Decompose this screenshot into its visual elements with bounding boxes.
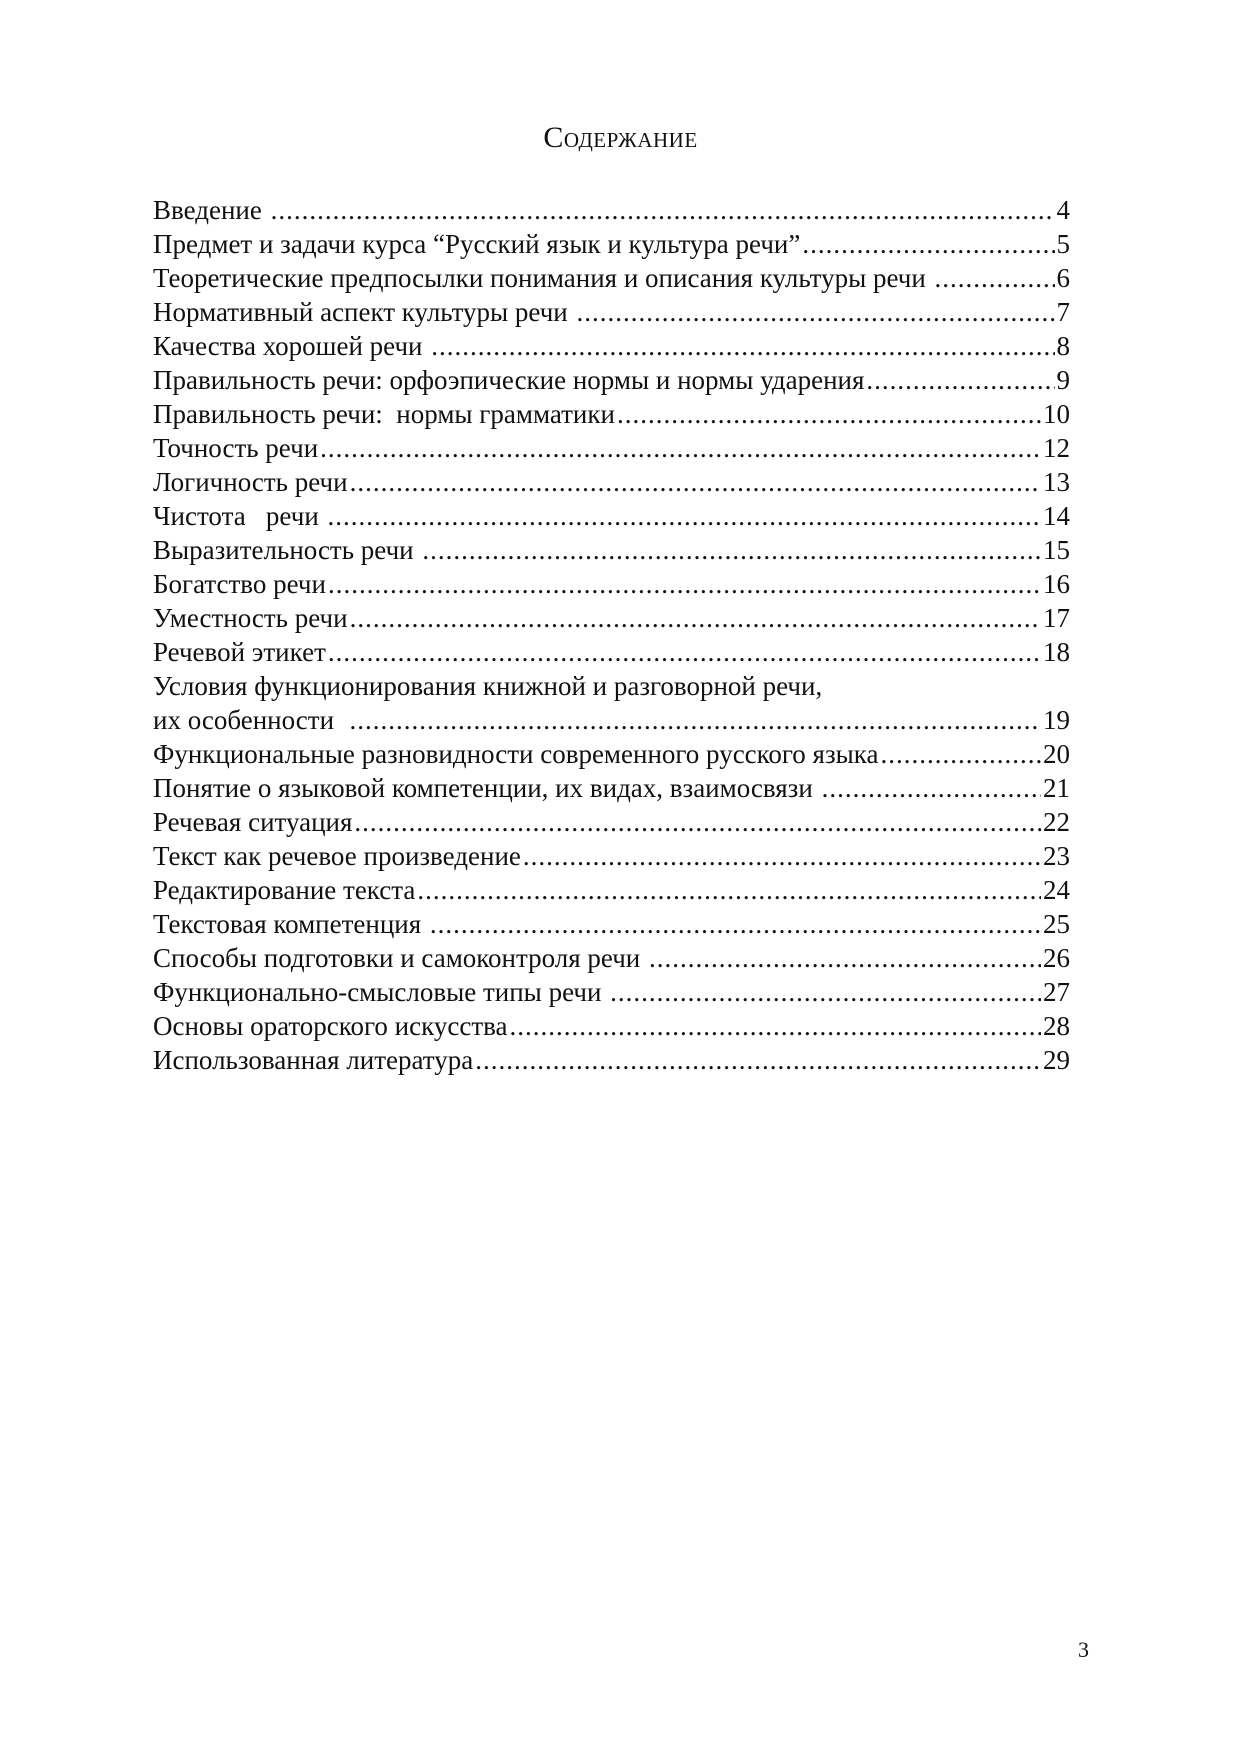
toc-dot-leader: [320, 431, 1041, 465]
toc-entry: [153, 703, 1070, 737]
toc-dot-leader: [328, 635, 1041, 669]
toc-entry: [153, 227, 1070, 261]
toc-entry: [153, 1009, 1070, 1043]
toc-entry: [153, 193, 1070, 227]
toc-entry: [153, 601, 1070, 635]
toc-entry: [153, 975, 1070, 1009]
toc-dot-leader: [866, 363, 1054, 397]
toc-entry-label: Богатство речи: [153, 569, 326, 599]
toc-entry-page: 29: [1043, 1045, 1070, 1075]
toc-entry-page: 5: [1056, 229, 1070, 259]
toc-entry-page: 14: [1043, 501, 1070, 531]
toc-entry-page: 15: [1043, 535, 1070, 565]
toc-entry-label: Редактирование текста: [153, 875, 416, 905]
toc-entry: [153, 261, 1070, 295]
page-number: 3: [1078, 1637, 1089, 1662]
toc-entry-page: 28: [1043, 1011, 1070, 1041]
toc-entry-label: Правильность речи: орфоэпические нормы и нормы ударения: [153, 365, 865, 395]
page-title: Содержание: [543, 121, 698, 154]
toc-dot-leader: [328, 567, 1041, 601]
toc-entry-page: 24: [1043, 875, 1070, 905]
toc-entry-label: Предмет и задачи курса “Русский язык и культура речи”: [153, 229, 801, 259]
toc-dot-leader: [417, 873, 1041, 907]
toc-entry-label: Качества хорошей речи: [153, 331, 430, 361]
toc-entry-label: Нормативный аспект культуры речи: [153, 297, 575, 327]
toc-entry: [153, 431, 1070, 465]
toc-entry-page: 27: [1043, 977, 1070, 1007]
toc-dot-leader: [935, 261, 1055, 295]
toc-entry-label: Выразительность речи: [153, 535, 421, 565]
toc-dot-leader: [430, 907, 1041, 941]
toc-dot-leader: [475, 1043, 1041, 1077]
toc-entry: [153, 329, 1070, 363]
toc-dot-leader: [802, 227, 1054, 261]
toc-dot-leader: [577, 295, 1055, 329]
toc-dot-leader: [610, 975, 1041, 1009]
toc-entry-page: 9: [1056, 365, 1070, 395]
toc-entry-page: 16: [1043, 569, 1070, 599]
toc-entry: [153, 363, 1070, 397]
toc-entry-page: 20: [1043, 739, 1070, 769]
toc-dot-leader: [350, 465, 1041, 499]
table-of-contents: [153, 193, 1070, 1077]
toc-entry: [153, 465, 1070, 499]
toc-entry: [153, 635, 1070, 669]
toc-entry-label: Понятие о языковой компетенции, их видах, взаимосвязи: [153, 773, 820, 803]
toc-dot-leader: [880, 737, 1041, 771]
toc-entry-label: Текстовая компетенция: [153, 909, 428, 939]
toc-entry-label: Использованная литература: [153, 1045, 474, 1075]
toc-entry: [153, 941, 1070, 975]
toc-entry-label: Способы подготовки и самоконтроля речи: [153, 943, 647, 973]
toc-entry-page: 6: [1056, 263, 1070, 293]
toc-dot-leader: [523, 839, 1041, 873]
toc-dot-leader: [328, 499, 1041, 533]
toc-entry: [153, 499, 1070, 533]
toc-entry-first-line: [153, 669, 1070, 703]
toc-entry-page: 21: [1043, 773, 1070, 803]
toc-entry-label: Функциональные разновидности современного русского языка: [153, 739, 879, 769]
toc-entry-label: Правильность речи: нормы грамматики: [153, 399, 615, 429]
toc-entry-page: 23: [1043, 841, 1070, 871]
toc-dot-leader: [354, 805, 1041, 839]
toc-entry-page: 26: [1043, 943, 1070, 973]
toc-entry-label: Речевая ситуация: [153, 807, 353, 837]
toc-entry-label: Функционально-смысловые типы речи: [153, 977, 609, 1007]
toc-dot-leader: [617, 397, 1041, 431]
toc-entry: [153, 1043, 1070, 1077]
toc-entry: [153, 397, 1070, 431]
toc-entry: [153, 737, 1070, 771]
toc-dot-leader: [350, 703, 1041, 737]
toc-entry: [153, 295, 1070, 329]
toc-entry: [153, 771, 1070, 805]
toc-entry-label: Точность речи: [153, 433, 319, 463]
toc-entry-page: 12: [1043, 433, 1070, 463]
toc-entry-label: Текст как речевое произведение: [153, 841, 521, 871]
toc-entry-label: Речевой этикет: [153, 637, 326, 667]
toc-entry-label: Введение: [153, 195, 269, 225]
toc-entry-page: 8: [1056, 331, 1070, 361]
toc-entry-page: 4: [1056, 195, 1070, 225]
toc-entry-label: Основы ораторского искусства: [153, 1011, 508, 1041]
toc-entry-page: 18: [1043, 637, 1070, 667]
toc-entry: [153, 805, 1070, 839]
toc-dot-leader: [271, 193, 1055, 227]
toc-dot-leader: [510, 1009, 1042, 1043]
toc-entry: [153, 533, 1070, 567]
toc-entry-page: 10: [1043, 399, 1070, 429]
toc-dot-leader: [350, 601, 1041, 635]
toc-entry-page: 13: [1043, 467, 1070, 497]
toc-entry-label: Условия функционирования книжной и разговорной речи,: [153, 671, 823, 701]
toc-entry-page: 17: [1043, 603, 1070, 633]
toc-entry: [153, 839, 1070, 873]
toc-entry-label: Логичность речи: [153, 467, 348, 497]
toc-entry-label: Чистота речи: [153, 501, 326, 531]
toc-entry-label: их особенности: [153, 705, 348, 735]
toc-entry-page: 19: [1043, 705, 1070, 735]
toc-dot-leader: [822, 771, 1041, 805]
toc-entry: [153, 907, 1070, 941]
toc-dot-leader: [649, 941, 1041, 975]
toc-entry-label: Теоретические предпосылки понимания и описания культуры речи: [153, 263, 933, 293]
toc-entry-page: 22: [1043, 807, 1070, 837]
toc-entry-page: 25: [1043, 909, 1070, 939]
toc-entry-label: Уместность речи: [153, 603, 348, 633]
toc-entry-page: 7: [1056, 297, 1070, 327]
toc-entry: [153, 873, 1070, 907]
toc-dot-leader: [431, 329, 1054, 363]
toc-dot-leader: [422, 533, 1041, 567]
toc-entry: [153, 567, 1070, 601]
